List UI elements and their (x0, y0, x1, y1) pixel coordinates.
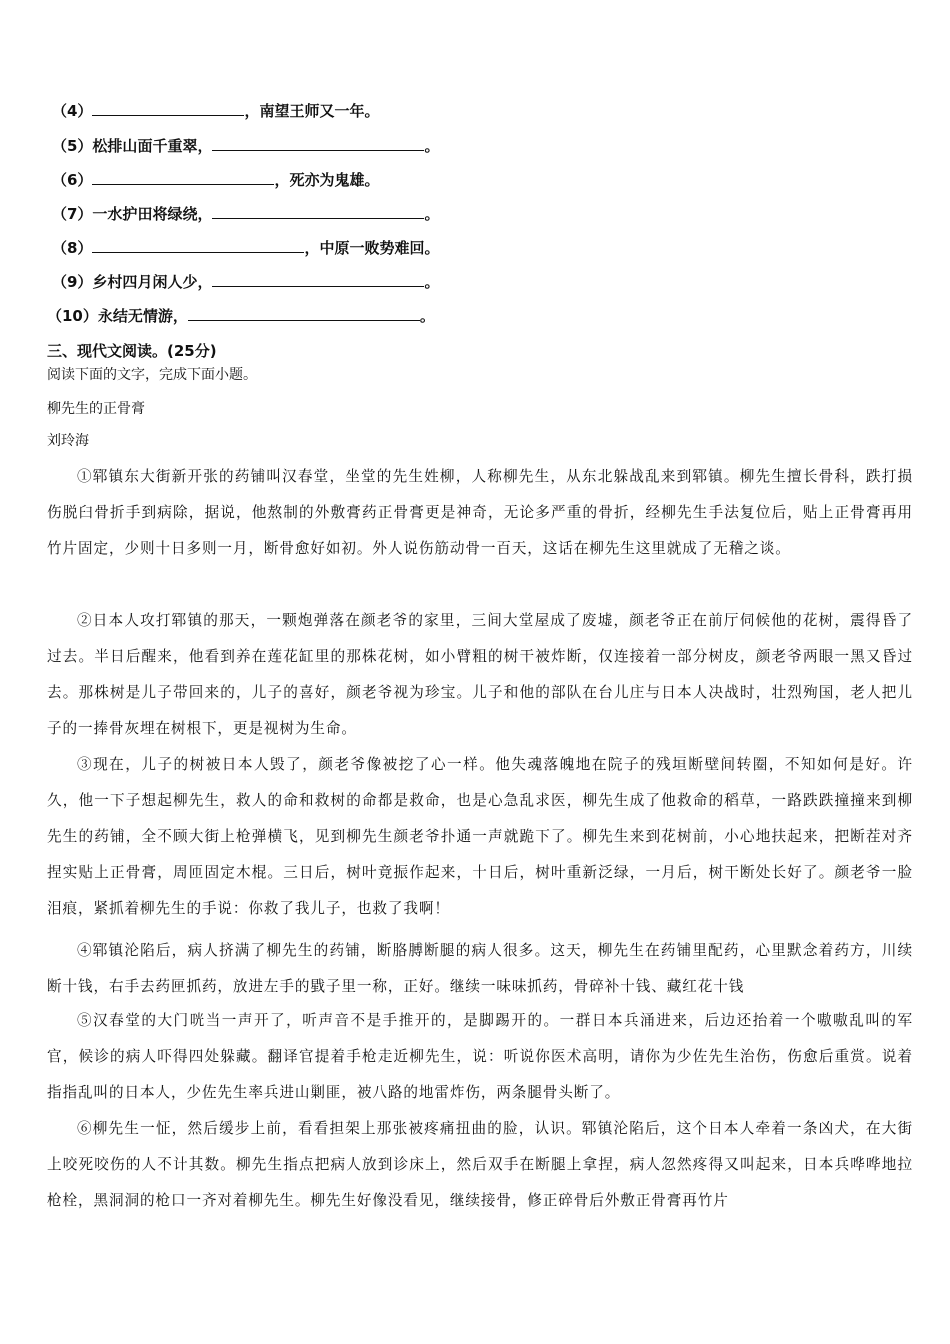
fill-in-item-8 (52, 238, 439, 258)
paragraph-2: ②日本人攻打郓镇的那天，一颗炮弹落在颜老爷的家里，三间大堂屋成了废墟，颜老爷正在前厅伺候他的花树，震得昏了过去。半日后醒来，他看到养在莲花缸里的那株花树，如小臂粗的树干被炸断，仅连接着一部分树皮，颜老爷两眼一黑又昏过去。那株树是儿子带回来的，儿子的喜好，颜老爷视为珍宝。儿子和他的部队在台儿庄与日本人决战时，壮烈殉国，老人把儿子的一捧骨灰埋在树根下，更是视树为生命。 (47, 612, 913, 737)
answer-blank[interactable] (212, 272, 424, 287)
item-suffix: ，南望王师又一年。 (244, 102, 380, 120)
item-prefix: （10）永结无情游， (47, 307, 188, 325)
reading-instruction: 阅读下面的文字，完成下面小题。 (47, 367, 257, 383)
item-prefix: （6） (52, 171, 93, 189)
answer-blank[interactable] (92, 101, 244, 116)
fill-in-item-4 (52, 101, 379, 121)
paragraph-1: ①郓镇东大街新开张的药铺叫汉春堂，坐堂的先生姓柳，人称柳先生，从东北躲战乱来到郓镇。柳先生擅长骨科，跌打损伤脱臼骨折手到病除，据说，他熬制的外敷膏药正骨膏更是神奇，无论多严重的骨折，经柳先生手法复位后，贴上正骨膏再用竹片固定，少则十日多则一月，断骨愈好如初。外人说伤筋动骨一百天，这话在柳先生这里就成了无稽之谈。 (47, 468, 913, 557)
fill-in-item-10 (47, 306, 435, 326)
item-prefix: （7）一水护田将绿绕， (52, 205, 213, 223)
item-prefix: （9）乡村四月闲人少， (52, 273, 213, 291)
item-suffix: ，中原一败势难回。 (304, 239, 440, 257)
paragraph-6: ⑥柳先生一怔，然后缓步上前，看看担架上那张被疼痛扭曲的脸，认识。郓镇沦陷后，这个日本人牵着一条凶犬，在大街上咬死咬伤的人不计其数。柳先生指点把病人放到诊床上，然后双手在断腿上拿捏，病人忽然疼得又叫起来，日本兵哗哗地拉枪栓，黑洞洞的枪口一齐对着柳先生。柳先生好像没看见，继续接骨，修正碎骨后外敷正骨膏再竹片 (47, 1120, 913, 1209)
fill-in-item-9 (52, 272, 439, 292)
item-suffix: 。 (424, 273, 440, 291)
answer-blank[interactable] (212, 204, 424, 219)
fill-in-item-5 (52, 136, 439, 156)
item-suffix: ，死亦为鬼雄。 (274, 171, 380, 189)
item-prefix: （5）松排山面千重翠， (52, 137, 213, 155)
article-author: 刘玲海 (47, 433, 89, 449)
fill-in-item-6 (52, 170, 379, 190)
item-suffix: 。 (419, 307, 435, 325)
answer-blank[interactable] (92, 238, 304, 253)
article-title: 柳先生的正骨膏 (47, 401, 145, 417)
section-heading: 三、现代文阅读。(25分) (47, 342, 217, 360)
paragraph-4: ④郓镇沦陷后，病人挤满了柳先生的药铺，断胳膊断腿的病人很多。这天，柳先生在药铺里配药，心里默念着药方，川续断十钱，右手去药匣抓药，放进左手的戥子里一称，正好。继续一味味抓药，骨碎补十钱、藏红花十钱 (47, 942, 913, 995)
item-prefix: （8） (52, 239, 93, 257)
paragraph-5: ⑤汉春堂的大门咣当一声开了，听声音不是手推开的，是脚踢开的。一群日本兵涌进来，后边还抬着一个嗷嗷乱叫的军官，候诊的病人吓得四处躲藏。翻译官提着手枪走近柳先生，说：听说你医术高明，请你为少佐先生治伤，伤愈后重赏。说着指指乱叫的日本人，少佐先生率兵进山剿匪，被八路的地雷炸伤，两条腿骨头断了。 (47, 1012, 913, 1101)
fill-in-item-7 (52, 204, 439, 224)
item-suffix: 。 (424, 205, 440, 223)
answer-blank[interactable] (188, 306, 420, 321)
answer-blank[interactable] (92, 170, 274, 185)
answer-blank[interactable] (212, 136, 424, 151)
item-prefix: （4） (52, 102, 93, 120)
paragraph-3: ③现在，儿子的树被日本人毁了，颜老爷像被挖了心一样。他失魂落魄地在院子的残垣断壁间转圈，不知如何是好。许久，他一下子想起柳先生，救人的命和救树的命都是救命，也是心急乱求医，柳先生成了他救命的稻草，一路跌跌撞撞来到柳先生的药铺，全不顾大街上枪弹横飞，见到柳先生颜老爷扑通一声就跪下了。柳先生来到花树前，小心地扶起来，把断茬对齐捏实贴上正骨膏，周匝固定木棍。三日后，树叶竟振作起来，十日后，树叶重新泛绿，一月后，树干断处长好了。颜老爷一脸泪痕，紧抓着柳先生的手说：你救了我儿子，也救了我啊！ (47, 756, 913, 917)
item-suffix: 。 (424, 137, 440, 155)
